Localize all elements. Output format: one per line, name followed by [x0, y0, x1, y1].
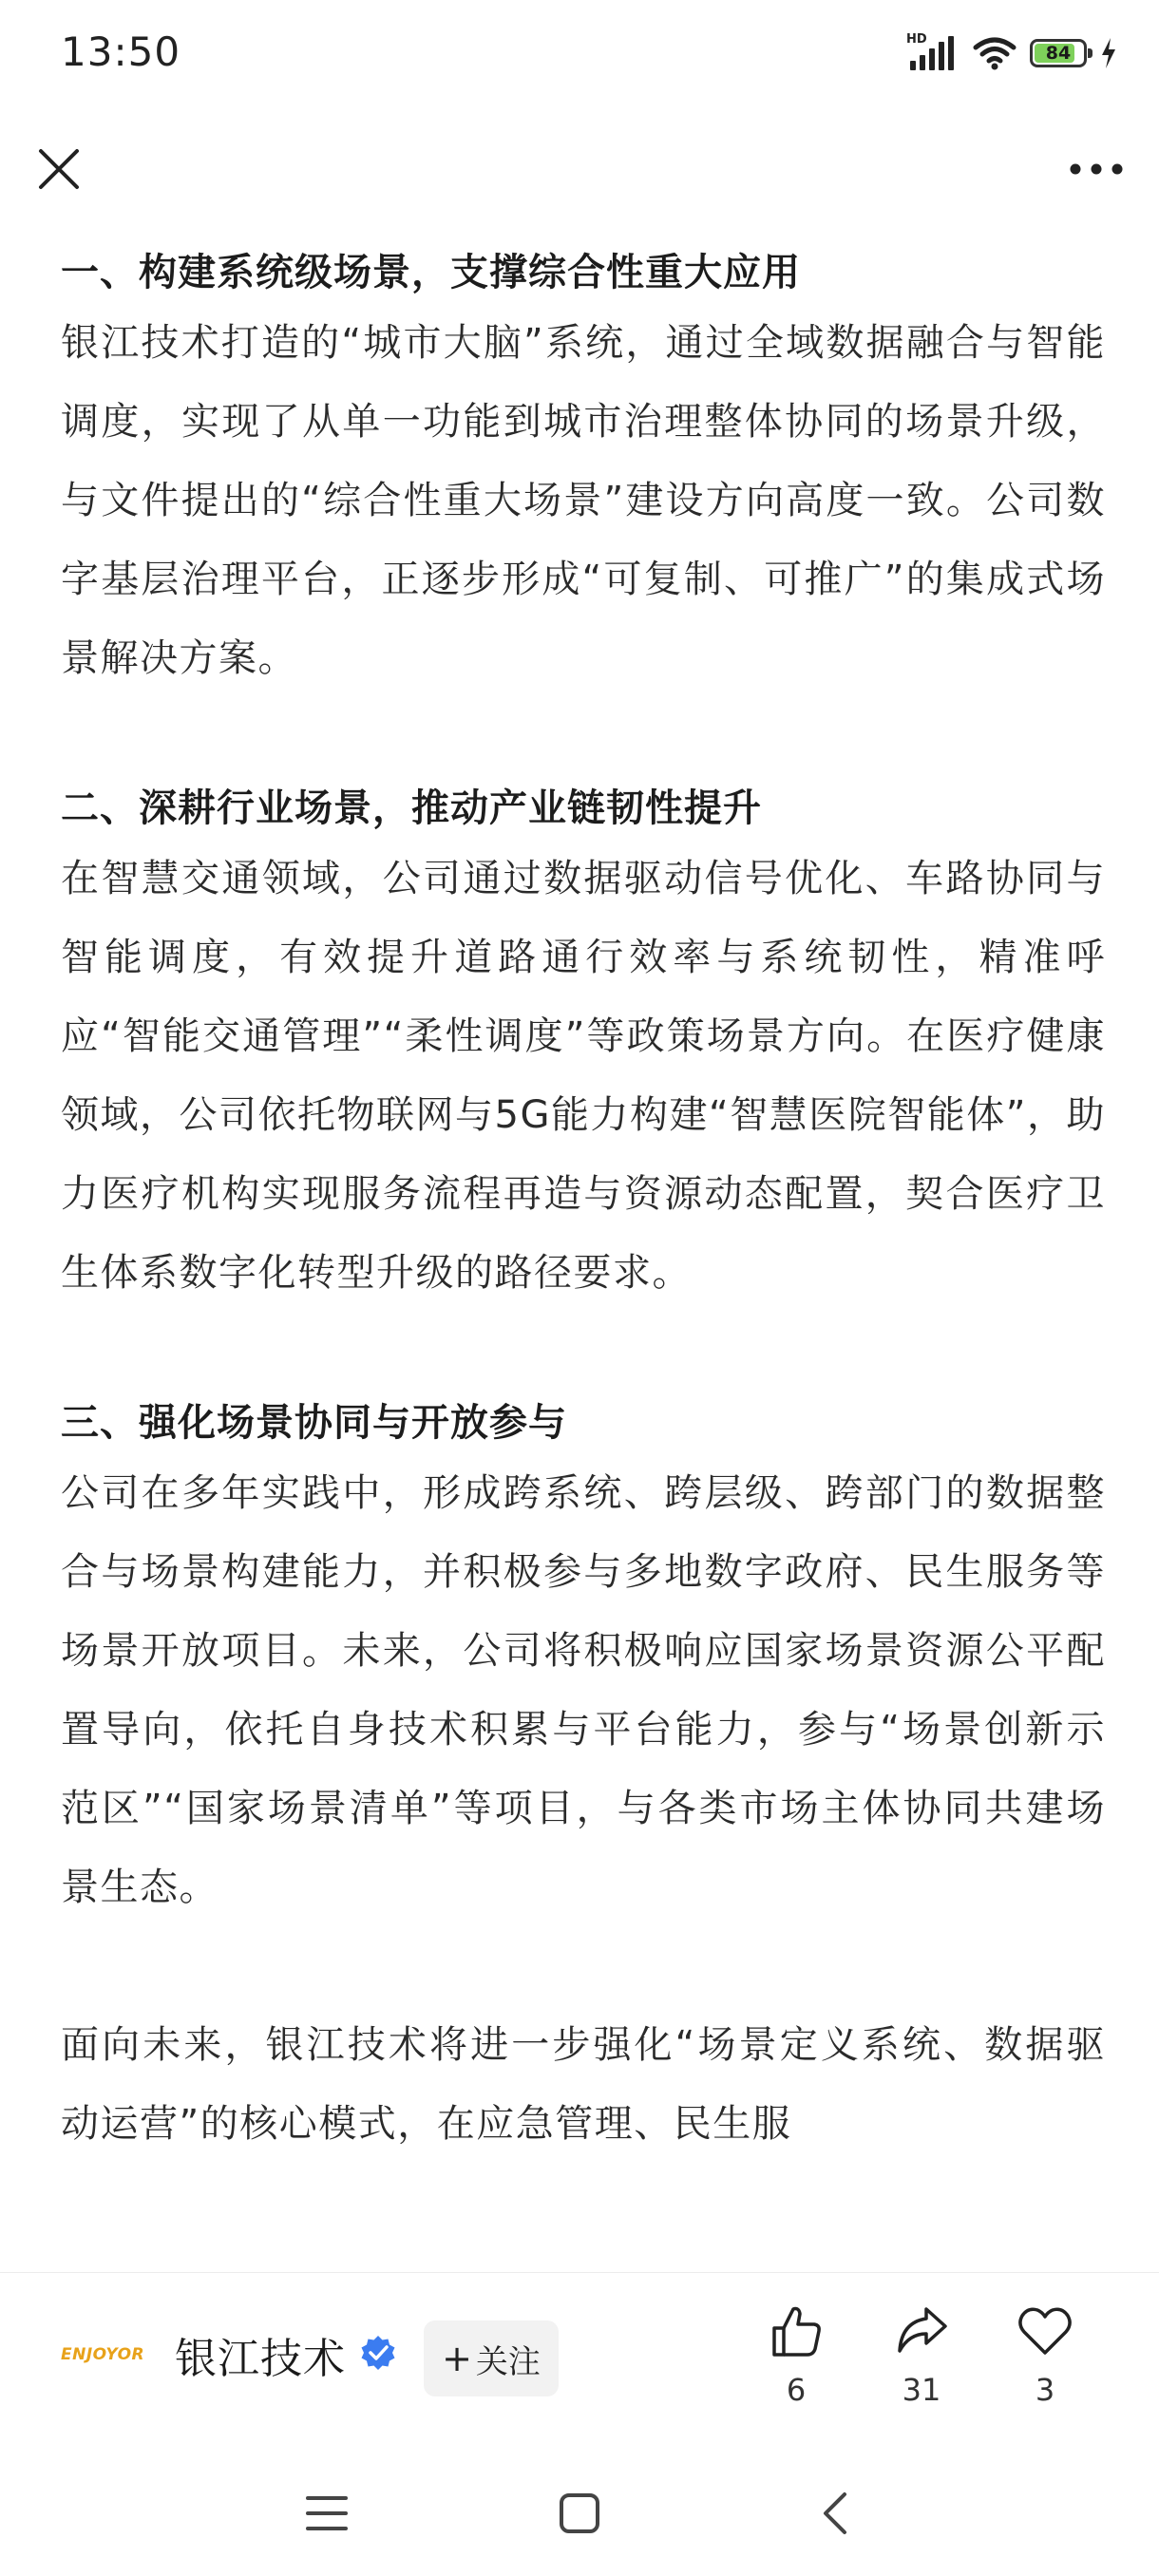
close-button[interactable] — [30, 141, 87, 198]
section-paragraph: 在智慧交通领域，公司通过数据驱动信号优化、车路协同与智能调度，有效提升道路通行效率与系统韧性，精准呼应“智能交通管理”“柔性调度”等政策场景方向。在医疗健康领域，公司依托物联网与5G能力构建“智慧医院智能体”，助力医疗机构实现服务流程再造与资源动态配置，契合医疗卫生体系数字化转型升级的路径要求。 — [61, 857, 1106, 1295]
close-icon — [37, 147, 81, 191]
section-paragraph: 银江技术打造的“城市大脑”系统，通过全域数据融合与智能调度，实现了从单一功能到城市治理整体协同的场景升级，与文件提出的“综合性重大场景”建设方向高度一致。公司数字基层治理平台，正逐步形成“可复制、可推广”的集成式场景解决方案。 — [61, 321, 1106, 680]
home-icon — [559, 2492, 600, 2534]
battery-level: 84 — [1045, 43, 1072, 64]
signal-icon — [906, 34, 960, 72]
system-nav-bar — [0, 2443, 1159, 2576]
thumbs-up-icon — [767, 2301, 826, 2360]
follow-button[interactable] — [424, 2320, 559, 2396]
more-icon — [1068, 162, 1125, 176]
follow-label: 关注 — [475, 2342, 541, 2381]
top-nav — [0, 112, 1159, 241]
battery-icon — [1030, 39, 1087, 67]
section-heading: 二、深耕行业场景，推动产业链韧性提升 — [61, 786, 762, 830]
network-label: HD — [906, 32, 927, 47]
author-name[interactable]: 银江技术 — [175, 2335, 346, 2383]
section-paragraph: 公司在多年实践中，形成跨系统、跨层级、跨部门的数据整合与场景构建能力，并积极参与多地数字政府、民生服务等场景开放项目。未来，公司将积极响应国家场景资源公平配置导向，依托自身技术积累与平台能力，参与“场景创新示范区”“国家场景清单”等项目，与各类市场主体协同共建场景生态。 — [61, 1471, 1106, 1909]
home-button[interactable] — [542, 2475, 618, 2551]
status-time: 13:50 — [61, 28, 181, 75]
back-icon — [820, 2491, 848, 2536]
favorite-button[interactable] — [998, 2301, 1092, 2408]
closing-paragraph: 面向未来，银江技术将进一步强化“场景定义系统、数据驱动运营”的核心模式，在应急管理、民生服 — [61, 2023, 1106, 2146]
share-count: 31 — [902, 2372, 941, 2408]
back-button[interactable] — [796, 2475, 872, 2551]
author-action-bar — [0, 2272, 1159, 2444]
brand-logo[interactable]: ENJOYOR — [61, 2345, 145, 2364]
wifi-icon — [973, 36, 1016, 70]
like-button[interactable] — [749, 2301, 844, 2408]
like-count: 6 — [786, 2372, 807, 2408]
section-heading: 三、强化场景协同与开放参与 — [61, 1401, 567, 1445]
more-options-button[interactable] — [1062, 141, 1130, 198]
heart-icon — [1016, 2301, 1074, 2360]
plus-icon: + — [442, 2338, 472, 2379]
verified-icon — [359, 2334, 397, 2372]
menu-icon — [306, 2494, 348, 2532]
menu-button[interactable] — [289, 2475, 365, 2551]
charging-icon — [1100, 37, 1117, 69]
share-icon — [892, 2301, 951, 2360]
article-content — [61, 241, 1106, 2272]
status-bar — [0, 0, 1159, 112]
share-button[interactable] — [874, 2301, 969, 2408]
favorite-count: 3 — [1035, 2372, 1055, 2408]
status-icons — [906, 34, 1117, 72]
section-heading: 一、构建系统级场景，支撑综合性重大应用 — [61, 251, 801, 294]
